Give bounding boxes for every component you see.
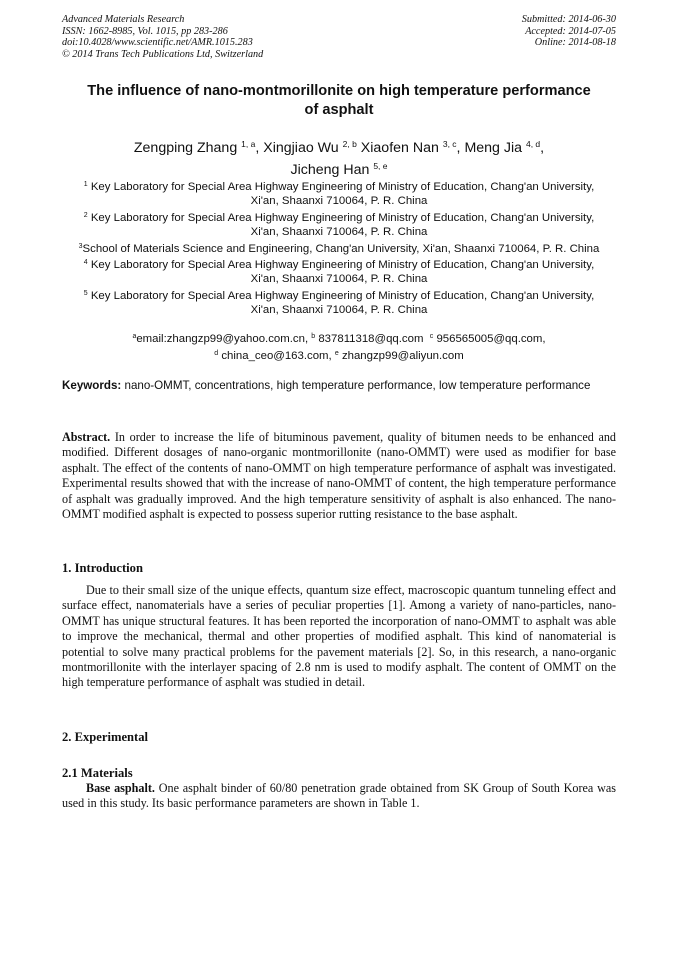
online-date: Online: 2014-08-18 [534, 37, 616, 49]
journal-doi: doi:10.4028/www.scientific.net/AMR.1015.283 [62, 37, 253, 49]
affiliation-number: 4 [83, 259, 88, 267]
materials-text: One asphalt binder of 60/80 penetration grade obtained from SK Group of South Korea was used in this study. Its basic performance parameters are shown in Table 1. [62, 781, 616, 811]
affiliation-text: Key Laboratory for Special Area Highway Engineering of Ministry of Education, Chang'an University, Xi'an, Shaanxi 710064, P. R. China [87, 211, 595, 239]
abstract-text: In order to increase the life of bituminous pavement, quality of bitumen needs to be enhanced and modified. Different dosages of nano-organic montmorillonite (nano-OMMT) were used as modifier for base asphalt. The effect of the contents of nano-OMMT on high temperature performance of asphalt was investigated. Experimental results showed that with the increase of nano-OMMT of content, the high temperature performance of asphalt was gradually improved. And the high temperature sensitivity of asphalt is also enhanced. The nano-OMMT modified asphalt is expected to possess superior rutting resistance to the base asphalt. [62, 430, 616, 522]
journal-issn: ISSN: 1662-8985, Vol. 1015, pp 283-286 [62, 25, 228, 37]
affiliation-number: 3 [78, 242, 83, 250]
affiliation-number: 1 [83, 181, 88, 188]
keywords [62, 378, 616, 393]
affiliation [72, 209, 606, 240]
author-separator: , [456, 140, 465, 156]
materials-label: Base asphalt. [86, 781, 155, 795]
email-c: 956565005@qq.com, [433, 333, 546, 345]
author-emails [62, 330, 616, 364]
accepted-date: Accepted: 2014-07-05 [525, 25, 616, 37]
subsection-heading-materials: 2.1 Materials [62, 766, 133, 780]
email-mark: e [334, 349, 339, 357]
journal-copyright: © 2014 Trans Tech Publications Ltd, Switzerland [62, 48, 264, 60]
title-line-2: of asphalt [304, 102, 374, 118]
author-name: Jicheng Han [290, 162, 370, 178]
affiliation-text: Key Laboratory for Special Area Highway Engineering of Ministry of Education, Chang'an University, Xi'an, Shaanxi 710064, P. R. China [87, 181, 595, 208]
affiliation-list [72, 178, 606, 318]
affiliation [72, 240, 606, 256]
affiliation-number: 2 [83, 211, 88, 219]
author-affiliation-mark: 1, a [241, 139, 256, 149]
author-separator: , [540, 140, 545, 156]
email-mark: a [132, 333, 137, 340]
email-e: zhangzp99@aliyun.com [338, 349, 464, 362]
journal-name: Advanced Materials Research [62, 14, 185, 25]
paper-title [62, 82, 616, 120]
email-b: 837811318@qq.com [315, 333, 424, 345]
journal-info [62, 14, 263, 60]
email-mark: c [429, 333, 434, 340]
materials-paragraph [62, 781, 616, 812]
affiliation-text: Key Laboratory for Special Area Highway Engineering of Ministry of Education, Chang'an University, Xi'an, Shaanxi 710064, P. R. China [87, 289, 595, 317]
author-separator: , [255, 140, 264, 156]
introduction-paragraph: Due to their small size of the unique effects, quantum size effect, macroscopic quantum tunneling effect and surface effect, nanomaterials have a series of peculiar properties [1]. Among a variety of nano-particles, nano-OMMT has unique structural features. It has been reported the incorporation of nano-OMMT to asphalt was able to improve the mechanical, thermal and other properties of modified asphalt. This kind of nanomaterial is potential to solve many practical problems for the pavement materials [2]. So, in this research, a nano-organic montmorillonite with the interlayer spacing of 2.8 nm is used to modify asphalt. The content of OMMT on the high temperature performance of asphalt was studied in detail. [62, 583, 616, 690]
email-mark: b [311, 333, 316, 340]
affiliation-text: School of Materials Science and Engineering, Chang'an University, Xi'an, Shaanxi 710064, P. R. China [82, 242, 600, 255]
title-line-1: The influence of nano-montmorillonite on high temperature performance [87, 83, 591, 99]
author-affiliation-mark: 4, d [525, 139, 541, 149]
email-a: email:zhangzp99@yahoo.com.cn, [136, 333, 312, 345]
keywords-label: Keywords: [62, 379, 122, 392]
section-heading-experimental: 2. Experimental [62, 730, 149, 744]
section-heading-introduction: 1. Introduction [62, 561, 143, 575]
author-affiliation-mark: 3, c [442, 139, 457, 149]
author-name: Xingjiao Wu [263, 140, 339, 156]
email-d: china_ceo@163.com, [218, 349, 335, 362]
author-name: Xiaofen Nan [360, 140, 439, 156]
submitted-date: Submitted: 2014-06-30 [521, 14, 616, 25]
affiliation-text: Key Laboratory for Special Area Highway Engineering of Ministry of Education, Chang'an University, Xi'an, Shaanxi 710064, P. R. China [87, 259, 595, 286]
author-affiliation-mark: 2, b [342, 139, 357, 149]
author-name: Zengping Zhang [133, 140, 238, 156]
affiliation [72, 287, 606, 318]
affiliation [72, 256, 606, 287]
author-list [62, 135, 616, 179]
keywords-text: nano-OMMT, concentrations, high temperature performance, low temperature performance [121, 379, 591, 392]
affiliation [72, 178, 606, 209]
abstract-label: Abstract. [62, 430, 111, 444]
publication-dates [522, 14, 616, 49]
email-mark: d [214, 349, 219, 357]
author-affiliation-mark: 5, e [373, 161, 388, 171]
author-name: Meng Jia [464, 140, 523, 156]
affiliation-number: 5 [83, 289, 88, 297]
abstract [62, 430, 616, 522]
